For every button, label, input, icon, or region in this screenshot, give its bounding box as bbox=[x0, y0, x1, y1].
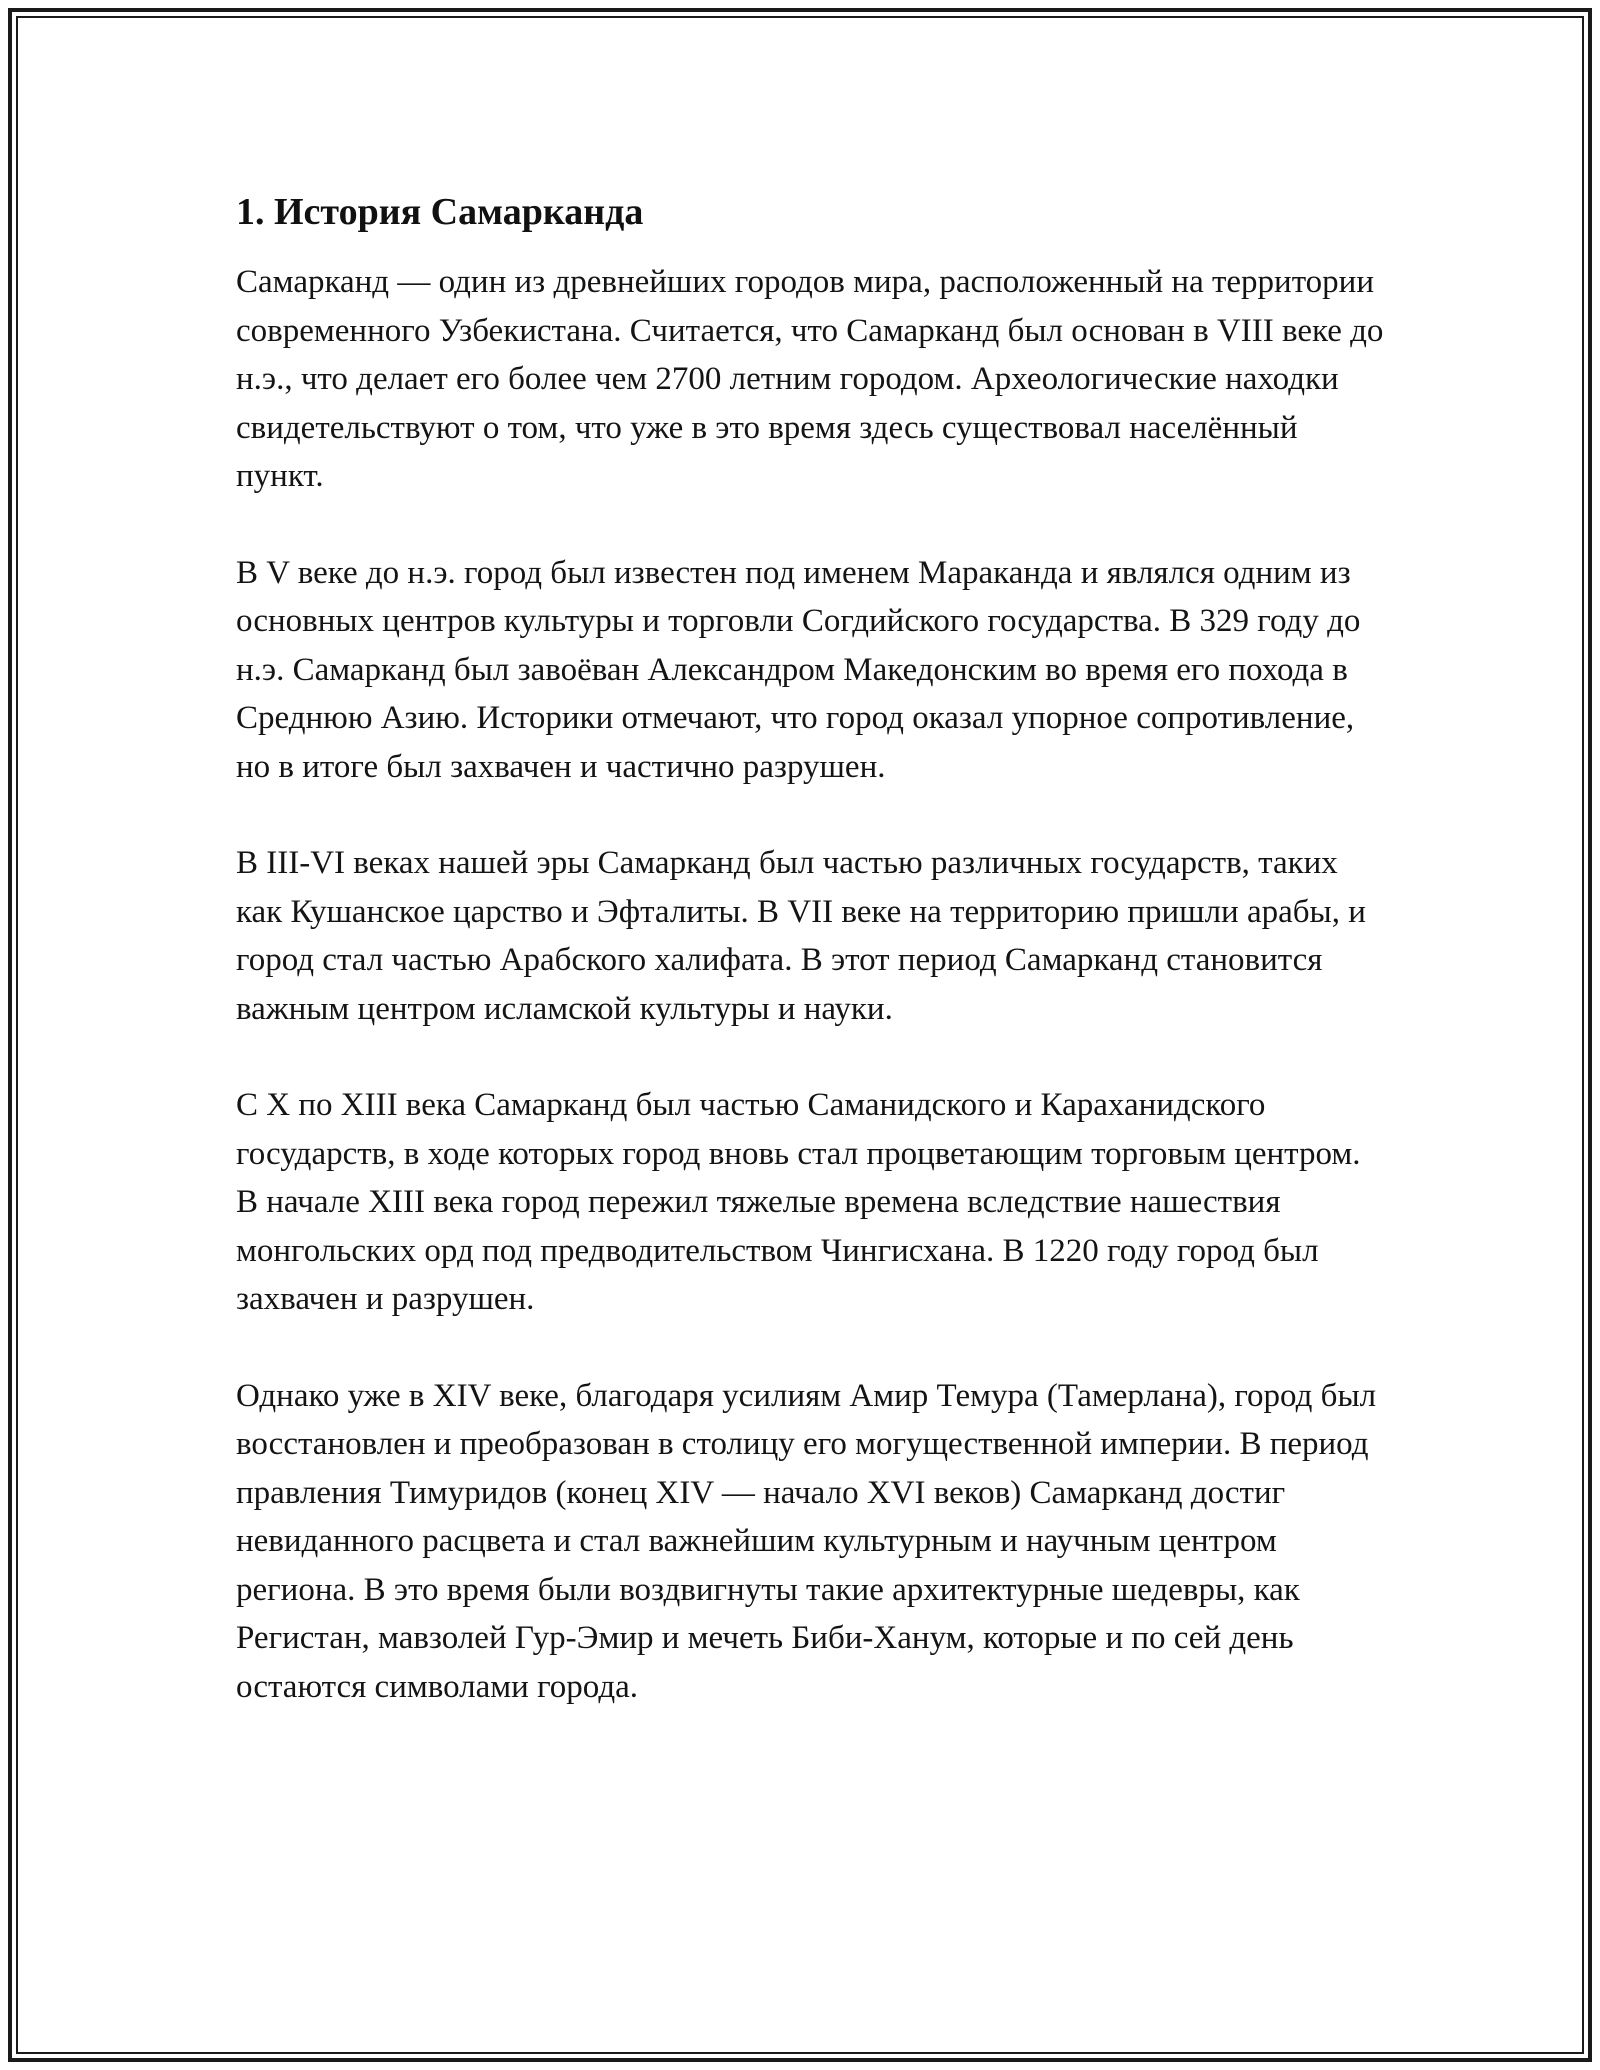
section-title: 1. История Самарканда bbox=[236, 191, 644, 233]
paragraph-arab-period: В III-VI веках нашей эры Самарканд был частью различных государств, таких как Кушанское царство и Эфталиты. В VII веке на территорию пришли арабы, и город стал частью Арабского халифата. В этот период Самарканд становится важным центром исламской культуры и науки. bbox=[236, 845, 1366, 1027]
document-body bbox=[236, 188, 1386, 1759]
paragraph-timurid-period: Однако уже в XIV веке, благодаря усилиям Амир Темура (Тамерлана), город был восстановлен и преобразован в столицу его могущественной империи. В период правления Тимуридов (конец XIV — начало XVI веков) Самарканд достиг невиданного расцвета и стал важнейшим культурным и научным центром региона. В это время были воздвигнуты такие архитектурные шедевры, как Регистан, мавзолей Гур-Эмир и мечеть Биби-Ханум, которые и по сей день остаются символами города. bbox=[236, 1377, 1377, 1705]
paragraph-mongol-period: С X по XIII века Самарканд был частью Саманидского и Караханидского государств, в ходе которых город вновь стал процветающим торговым центром. В начале XIII века город пережил тяжелые времена вследствие нашествия монгольских орд под предводительством Чингисхана. В 1220 году город был захвачен и разрушен. bbox=[236, 1087, 1361, 1317]
paragraph-founding: Самарканд — один из древнейших городов мира, расположенный на территории современного Узбекистана. Считается, что Самарканд был основан в VIII веке до н.э., что делает его более чем 2700 летним городом. Археологические находки свидетельствуют о том, что уже в это время здесь существовал населённый пункт. bbox=[236, 264, 1384, 494]
paragraph-marakanda: В V веке до н.э. город был известен под именем Мараканда и являлся одним из основных центров культуры и торговли Согдийского государства. В 329 году до н.э. Самарканд был завоёван Александром Македонским во время его похода в Среднюю Азию. Историки отмечают, что город оказал упорное сопротивление, но в итоге был захвачен и частично разрушен. bbox=[236, 554, 1361, 785]
